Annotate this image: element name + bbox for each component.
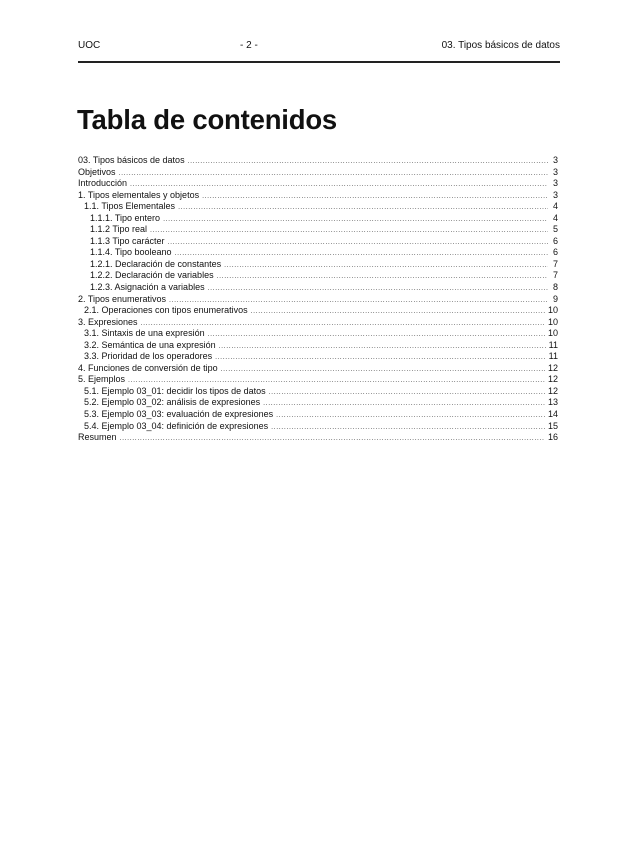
toc-entry-page: 15 — [547, 420, 558, 431]
toc-dot-leader — [188, 155, 548, 167]
toc-dot-leader — [219, 340, 546, 352]
toc-dot-leader — [271, 421, 545, 433]
toc-entry-page: 12 — [547, 374, 558, 385]
toc-entry[interactable] — [78, 201, 560, 213]
page-title: Tabla de contenidos — [77, 104, 338, 135]
toc-entry-label: 1.1.4. Tipo booleano — [90, 247, 172, 258]
toc-entry-page: 4 — [552, 201, 558, 212]
toc-entry-page: 10 — [547, 305, 558, 316]
toc-entry-page: 10 — [547, 316, 558, 327]
toc-dot-leader — [251, 305, 545, 317]
header-chapter-title: 03. Tipos básicos de datos — [441, 40, 560, 51]
toc-entry-label: 2.1. Operaciones con tipos enumerativos — [84, 305, 248, 316]
toc-dot-leader — [178, 201, 548, 213]
toc-entry[interactable] — [78, 294, 560, 306]
toc-entry[interactable] — [78, 270, 560, 282]
toc-entry-label: 1.1. Tipos Elementales — [84, 201, 176, 212]
toc-entry-label: 5. Ejemplos — [78, 374, 126, 385]
page-header — [78, 40, 560, 56]
table-of-contents — [78, 155, 560, 444]
toc-dot-leader — [128, 374, 545, 386]
toc-dot-leader — [150, 224, 548, 236]
toc-entry-page: 6 — [552, 247, 558, 258]
toc-entry[interactable] — [78, 247, 560, 259]
toc-dot-leader — [202, 190, 548, 202]
toc-entry-label: 3.2. Semántica de una expresión — [84, 339, 216, 350]
toc-entry-label: 1.1.1. Tipo entero — [90, 212, 161, 223]
toc-dot-leader — [208, 282, 548, 294]
toc-entry-page: 6 — [552, 235, 558, 246]
toc-entry-page: 3 — [552, 155, 558, 165]
toc-entry[interactable] — [78, 328, 560, 340]
toc-dot-leader — [119, 167, 548, 179]
toc-entry-label: Resumen — [78, 432, 117, 443]
toc-dot-leader — [163, 213, 548, 225]
toc-dot-leader — [169, 294, 548, 306]
toc-dot-leader — [215, 351, 546, 363]
toc-dot-leader — [120, 432, 545, 444]
toc-entry[interactable] — [78, 190, 560, 202]
toc-entry-page: 16 — [547, 432, 558, 443]
toc-entry[interactable] — [78, 386, 560, 398]
toc-entry-label: 5.3. Ejemplo 03_03: evaluación de expresiones — [84, 409, 274, 420]
toc-entry[interactable] — [78, 421, 560, 433]
toc-entry[interactable] — [78, 305, 560, 317]
toc-entry[interactable] — [78, 432, 560, 444]
toc-entry-page: 7 — [552, 270, 558, 281]
toc-entry-page: 5 — [552, 224, 558, 235]
toc-entry-page: 12 — [547, 385, 558, 396]
toc-entry[interactable] — [78, 363, 560, 375]
toc-entry[interactable] — [78, 397, 560, 409]
toc-entry[interactable] — [78, 340, 560, 352]
toc-entry-label: 5.1. Ejemplo 03_01: decidir los tipos de datos — [84, 385, 266, 396]
toc-entry-page: 3 — [552, 189, 558, 200]
toc-entry-page: 12 — [547, 362, 558, 373]
toc-entry-label: 2. Tipos enumerativos — [78, 293, 167, 304]
toc-entry[interactable] — [78, 409, 560, 421]
header-divider — [78, 61, 560, 63]
toc-entry[interactable] — [78, 213, 560, 225]
toc-entry-page: 3 — [552, 166, 558, 177]
toc-dot-leader — [168, 236, 548, 248]
toc-entry-label: 3. Expresiones — [78, 316, 138, 327]
toc-entry-page: 4 — [552, 212, 558, 223]
toc-entry[interactable] — [78, 351, 560, 363]
toc-dot-leader — [208, 328, 545, 340]
toc-entry-label: Objetivos — [78, 166, 116, 177]
toc-entry-page: 11 — [548, 339, 558, 350]
toc-dot-leader — [175, 247, 548, 259]
toc-dot-leader — [269, 386, 545, 398]
toc-dot-leader — [217, 270, 548, 282]
toc-dot-leader — [224, 259, 548, 271]
toc-entry-label: 1.1.3 Tipo carácter — [90, 235, 165, 246]
toc-dot-leader — [221, 363, 545, 375]
toc-entry[interactable] — [78, 224, 560, 236]
toc-entry-page: 8 — [552, 282, 558, 293]
toc-entry-label: 1.1.2 Tipo real — [90, 224, 148, 235]
toc-entry[interactable] — [78, 317, 560, 329]
toc-entry-label: 1.2.3. Asignación a variables — [90, 282, 205, 293]
toc-entry-label: 1. Tipos elementales y objetos — [78, 189, 200, 200]
toc-entry-page: 9 — [552, 293, 558, 304]
toc-dot-leader — [263, 397, 545, 409]
toc-entry-label: 1.2.2. Declaración de variables — [90, 270, 214, 281]
toc-entry-page: 13 — [547, 397, 558, 408]
toc-entry[interactable] — [78, 282, 560, 294]
toc-entry-label: Introducción — [78, 178, 128, 189]
toc-entry-page: 11 — [548, 351, 558, 362]
toc-entry-page: 3 — [552, 178, 558, 189]
toc-entry-label: 5.2. Ejemplo 03_02: análisis de expresiones — [84, 397, 261, 408]
toc-entry-label: 3.1. Sintaxis de una expresión — [84, 328, 205, 339]
toc-dot-leader — [141, 317, 545, 329]
header-institution: UOC — [78, 40, 101, 51]
toc-entry-label: 4. Funciones de conversión de tipo — [78, 362, 218, 373]
toc-dot-leader — [276, 409, 545, 421]
toc-entry-label: 3.3. Prioridad de los operadores — [84, 351, 213, 362]
toc-entry-label: 03. Tipos básicos de datos — [78, 155, 185, 165]
toc-entry-label: 1.2.1. Declaración de constantes — [90, 258, 222, 269]
toc-entry-page: 10 — [547, 328, 558, 339]
toc-entry-page: 7 — [552, 258, 558, 269]
header-page-number: - 2 - — [240, 40, 258, 51]
toc-dot-leader — [130, 178, 548, 190]
toc-entry-page: 14 — [547, 409, 558, 420]
toc-entry[interactable] — [78, 178, 560, 190]
toc-entry[interactable] — [78, 374, 560, 386]
toc-entry[interactable] — [78, 167, 560, 179]
toc-entry[interactable] — [78, 236, 560, 248]
toc-entry[interactable] — [78, 259, 560, 271]
toc-entry-label: 5.4. Ejemplo 03_04: definición de expresiones — [84, 420, 269, 431]
toc-entry[interactable] — [78, 155, 560, 167]
